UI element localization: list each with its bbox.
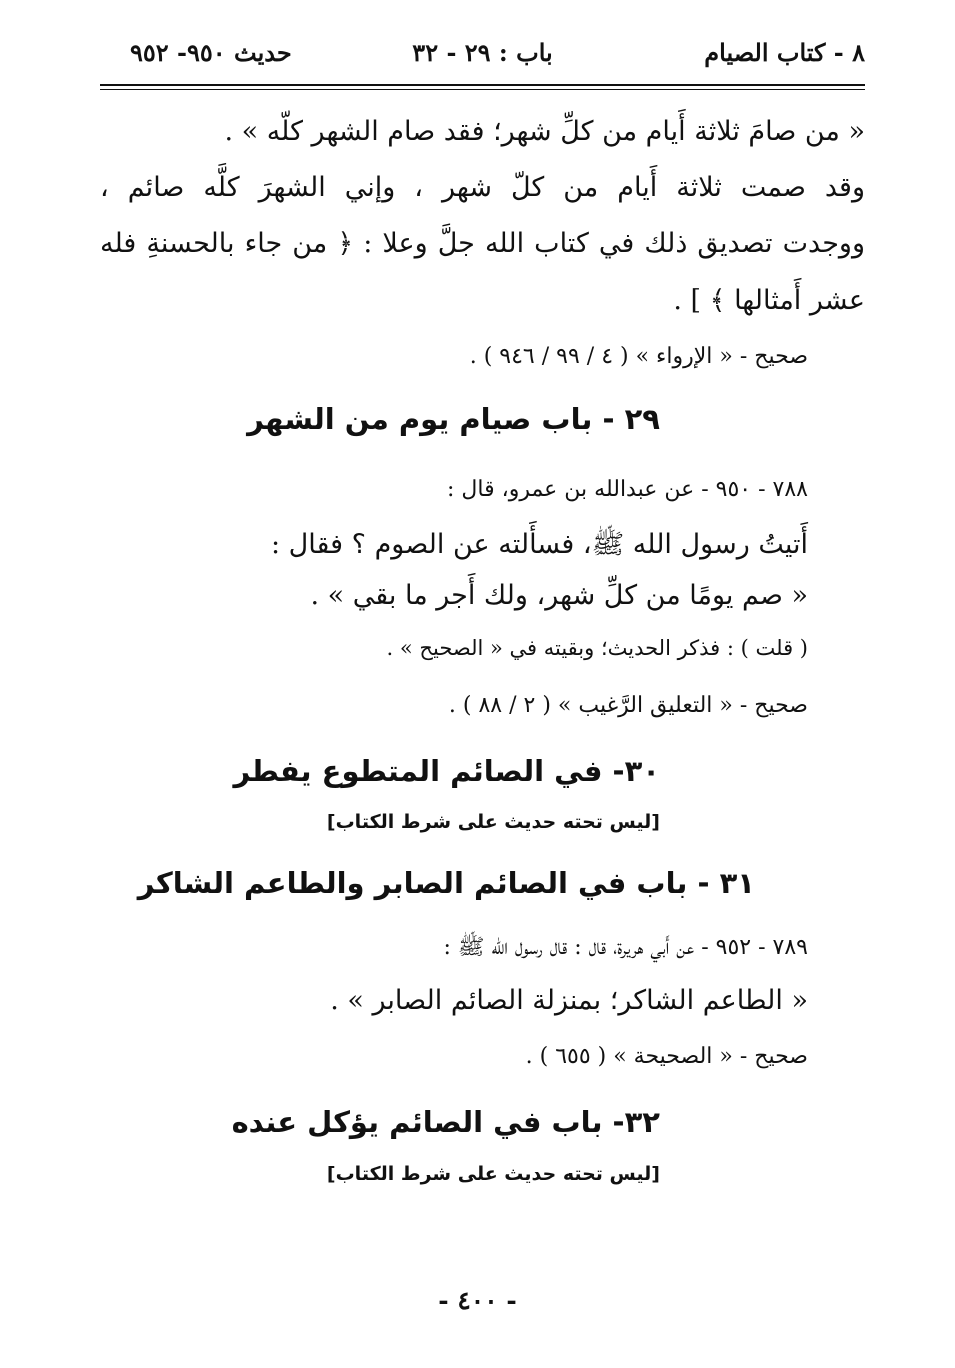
- hadith-text: « الطاعم الشاكر؛ بمنزلة الصائم الصابر » .: [330, 985, 808, 1016]
- source-citation: صحيح - « التعليق الرَّغيب » ( ٢ / ٨٨ ) .: [448, 693, 808, 718]
- chapter-heading-29: ٢٩ - باب صيام يوم من الشهر: [247, 402, 660, 436]
- source-citation: صحيح - « الإرواء » ( ٤ / ٩٩ / ٩٤٦ ) .: [469, 344, 808, 369]
- running-header: [100, 38, 865, 74]
- hadith-intro: ٧٨٩ - ٩٥٢ - عن أَبي هريرة، قال : قال رسول الله ﷺ :: [443, 935, 808, 960]
- text-line: عشر أَمثالها ﴾ ] .: [673, 285, 865, 316]
- text-line: « من صامَ ثلاثة أَيام من كلِّ شهر؛ فقد صام الشهر كلّه » .: [224, 116, 865, 147]
- header-rule: [100, 84, 865, 86]
- chapters-range: باب : ٢٩ - ٣٢: [412, 38, 553, 67]
- chapter-heading-32: ٣٢- باب في الصائم يؤكل عنده: [231, 1105, 660, 1139]
- page-number: - ٤٠٠ -: [438, 1286, 517, 1315]
- header-rule-thin: [100, 89, 865, 90]
- chapter-heading-31: ٣١ - باب في الصائم الصابر والطاعم الشاكر: [137, 866, 755, 900]
- hadith-text: « صم يومًا من كلِّ شهر، ولك أَجر ما بقي » .: [310, 580, 808, 611]
- chapter-heading-30: ٣٠- في الصائم المتطوع يفطر: [233, 754, 660, 788]
- source-citation: صحيح - « الصحيحة » ( ٦٥٥ ) .: [525, 1044, 808, 1069]
- chapter-title: ٨ - كتاب الصيام: [704, 38, 865, 67]
- editor-note: ( قلت ) : فذكر الحديث؛ وبقيته في « الصحيح » .: [386, 636, 808, 660]
- hadith-text: أَتيتُ رسول الله ﷺ، فسأَلته عن الصوم ؟ فقال :: [271, 529, 808, 560]
- chapter-note-32: [ليس تحته حديث على شرط الكتاب]: [326, 1163, 660, 1185]
- text-line: وقد صمت ثلاثة أَيام من كلّ شهر ، وإني الشهرَ كلَّه صائم ،: [100, 172, 865, 203]
- text-line: ووجدت تصديق ذلك في كتاب الله جلَّ وعلا : ﴿ من جاء بالحسنةِ فله: [100, 228, 865, 259]
- hadith-intro: ٧٨٨ - ٩٥٠ - عن عبدالله بن عمرو، قال :: [447, 477, 808, 502]
- chapter-note-30: [ليس تحته حديث على شرط الكتاب]: [326, 811, 660, 833]
- hadith-range: حديث ٩٥٠- ٩٥٢: [130, 38, 292, 67]
